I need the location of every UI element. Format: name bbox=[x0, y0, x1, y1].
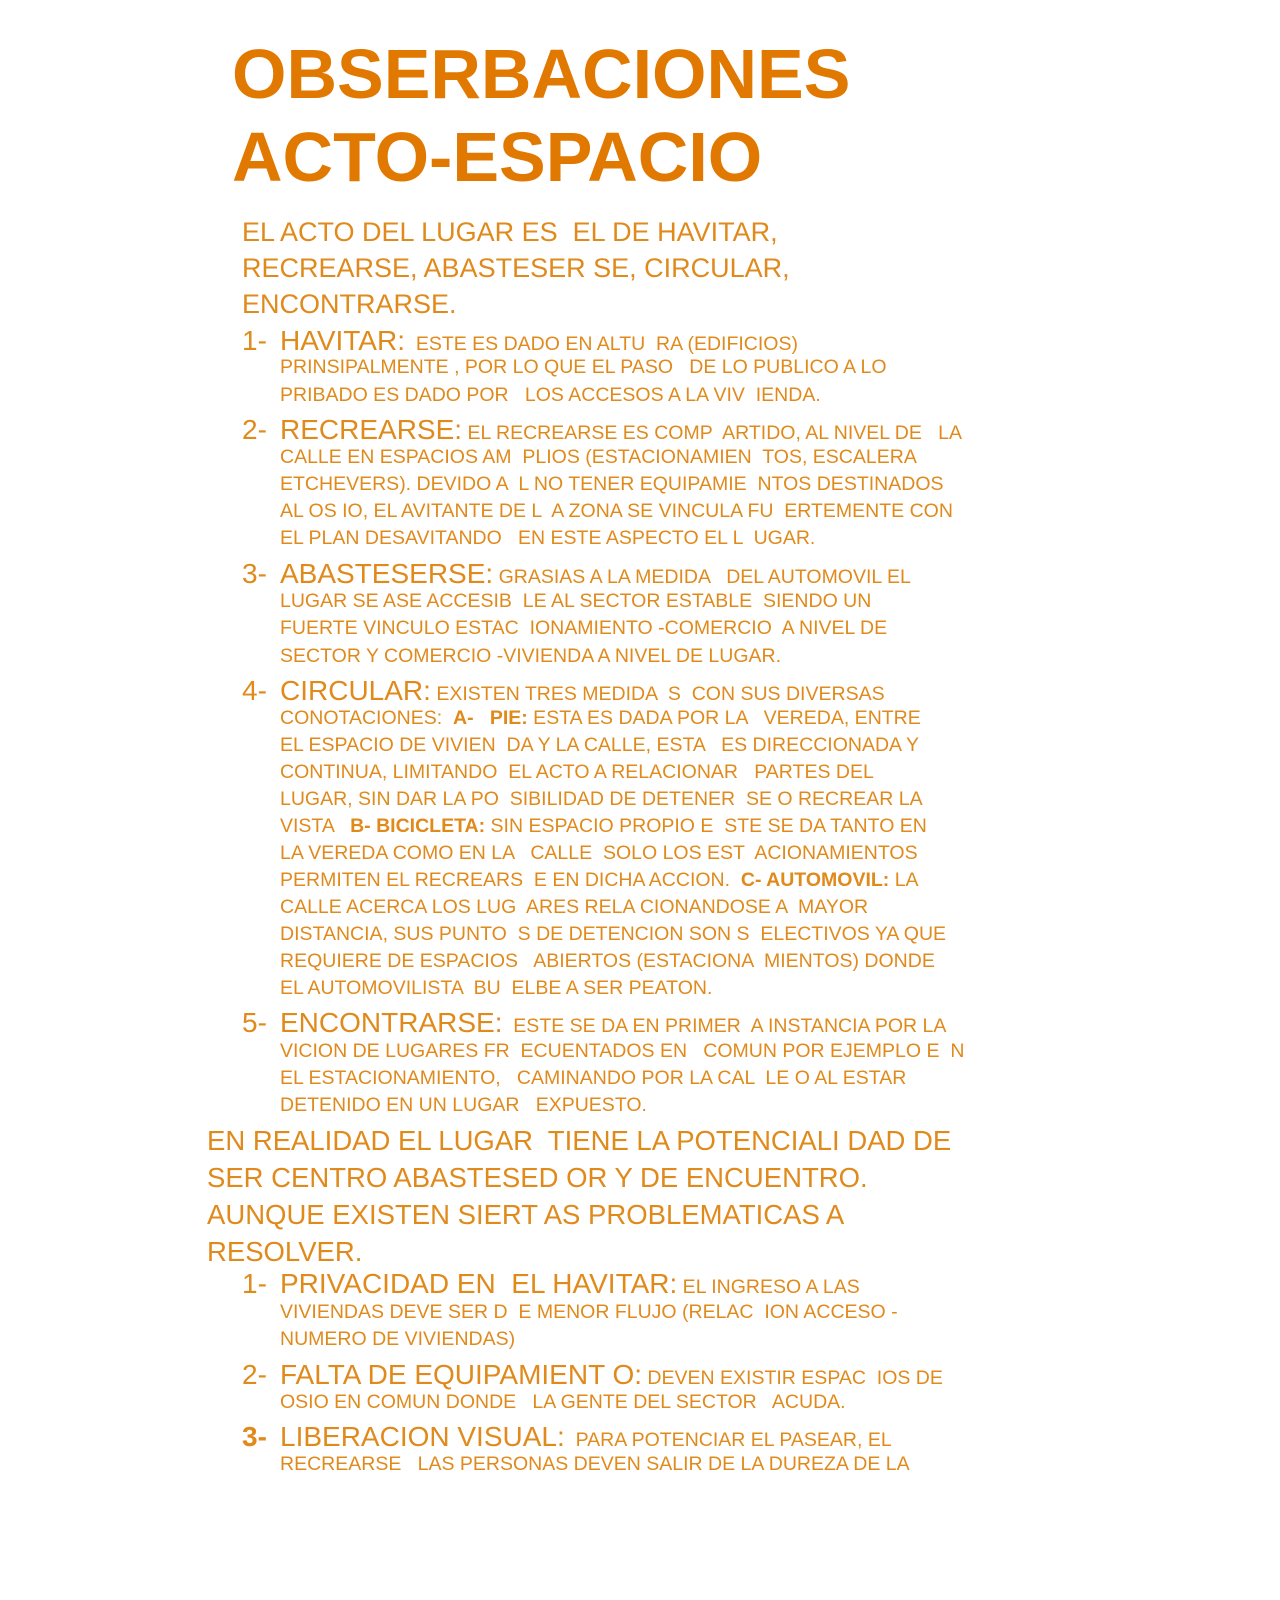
item-text-line bbox=[280, 813, 927, 841]
page-title-line-1: OBSERBACIONES bbox=[232, 35, 851, 113]
item-text-line bbox=[280, 705, 921, 733]
conclusion-line: SER CENTRO ABASTESED OR Y DE ENCUENTRO. bbox=[207, 1162, 868, 1193]
problem-text-line: NUMERO DE VIVIENDAS) bbox=[280, 1328, 516, 1350]
item-text: LA bbox=[889, 869, 919, 891]
item-text-line: FUERTE VINCULO ESTAC IONAMIENTO -COMERCIO A NIVEL DE bbox=[280, 617, 888, 639]
item-text-line: EL ESPACIO DE VIVIEN DA Y LA CALLE, ESTA ES DIRECCIONADA Y bbox=[280, 734, 920, 756]
problem-label: PRIVACIDAD EN EL HAVITAR: bbox=[280, 1268, 678, 1299]
item-text-line: EL ESTACIONAMIENTO, CAMINANDO POR LA CAL LE O AL ESTAR bbox=[280, 1067, 907, 1089]
item-text-line: DETENIDO EN UN LUGAR EXPUESTO. bbox=[280, 1094, 647, 1116]
item-label: RECREARSE: bbox=[280, 414, 463, 445]
item-number: 4- bbox=[242, 675, 267, 706]
item-text: SIN ESPACIO PROPIO E STE SE DA TANTO EN bbox=[485, 815, 927, 837]
item-text: ESTA ES DADA POR LA VEREDA, ENTRE bbox=[527, 707, 921, 729]
item-text-line: LA VEREDA COMO EN LA CALLE SOLO LOS EST ACIONAMIENTOS bbox=[280, 842, 918, 864]
item-text: ESTE SE DA EN PRIMER A INSTANCIA POR LA bbox=[502, 1015, 947, 1037]
item-label: ENCONTRARSE: bbox=[280, 1007, 503, 1038]
item-text: ESTE ES DADO EN ALTU RA (EDIFICIOS) bbox=[404, 333, 798, 355]
item-text-line: DISTANCIA, SUS PUNTO S DE DETENCION SON S ELECTIVOS YA QUE bbox=[280, 923, 947, 945]
item-text: EXISTEN TRES MEDIDA S CON SUS DIVERSAS bbox=[430, 683, 885, 705]
item-text-line bbox=[280, 867, 919, 895]
intro-line: EL ACTO DEL LUGAR ES EL DE HAVITAR, bbox=[242, 217, 778, 247]
problem-label: FALTA DE EQUIPAMIENT O: bbox=[280, 1359, 643, 1390]
item-text-line: LUGAR SE ASE ACCESIB LE AL SECTOR ESTABLE SIENDO UN bbox=[280, 590, 872, 612]
item-text: VISTA bbox=[280, 815, 351, 837]
problem-heading bbox=[280, 1268, 860, 1303]
item-text-line: AL OS IO, EL AVITANTE DE L A ZONA SE VINCULA FU ERTEMENTE CON bbox=[280, 500, 953, 522]
item-label: CIRCULAR: bbox=[280, 675, 431, 706]
sub-item-label: C- AUTOMOVIL: bbox=[740, 869, 890, 891]
problem-text: DEVEN EXISTIR ESPAC IOS DE bbox=[642, 1367, 943, 1389]
sub-item-label: A- PIE: bbox=[453, 707, 528, 729]
intro-line: RECREARSE, ABASTESER SE, CIRCULAR, bbox=[242, 253, 790, 283]
conclusion-line: AUNQUE EXISTEN SIERT AS PROBLEMATICAS A bbox=[207, 1199, 845, 1230]
item-text: GRASIAS A LA MEDIDA DEL AUTOMOVIL EL bbox=[493, 566, 911, 588]
item-label: ABASTESERSE: bbox=[280, 558, 494, 589]
sub-item-label: B- BICICLETA: bbox=[350, 815, 486, 837]
item-heading bbox=[280, 1007, 946, 1042]
item-text: PERMITEN EL RECREARS E EN DICHA ACCION. bbox=[280, 869, 741, 891]
conclusion-line: RESOLVER. bbox=[207, 1236, 363, 1267]
item-text-line: CALLE EN ESPACIOS AM PLIOS (ESTACIONAMIEN TOS, ESCALERA bbox=[280, 446, 917, 468]
problem-text-line: VIVIENDAS DEVE SER D E MENOR FLUJO (RELAC ION ACCESO - bbox=[280, 1301, 898, 1323]
item-text-line: LUGAR, SIN DAR LA PO SIBILIDAD DE DETENER SE O RECREAR LA bbox=[280, 788, 923, 810]
problem-number: 2- bbox=[242, 1359, 267, 1390]
problem-text-line: OSIO EN COMUN DONDE LA GENTE DEL SECTOR ACUDA. bbox=[280, 1391, 846, 1413]
conclusion-line: EN REALIDAD EL LUGAR TIENE LA POTENCIALI DAD DE bbox=[207, 1125, 952, 1156]
item-number: 1- bbox=[242, 325, 267, 356]
intro-line: ENCONTRARSE. bbox=[242, 289, 457, 319]
item-text-line: CONTINUA, LIMITANDO EL ACTO A RELACIONAR PARTES DEL bbox=[280, 761, 874, 783]
page-title-line-2: ACTO-ESPACIO bbox=[232, 118, 763, 196]
item-text-line: ETCHEVERS). DEVIDO A L NO TENER EQUIPAMIE NTOS DESTINADOS bbox=[280, 473, 944, 495]
item-number: 2- bbox=[242, 414, 267, 445]
problem-text-line: RECREARSE LAS PERSONAS DEVEN SALIR DE LA DUREZA DE LA bbox=[280, 1453, 910, 1475]
item-text: CONOTACIONES: bbox=[280, 707, 453, 729]
item-text-line: VICION DE LUGARES FR ECUENTADOS EN COMUN POR EJEMPLO E N bbox=[280, 1040, 965, 1062]
item-number: 5- bbox=[242, 1007, 267, 1038]
item-text-line: SECTOR Y COMERCIO -VIVIENDA A NIVEL DE LUGAR. bbox=[280, 645, 782, 667]
item-text-line: EL AUTOMOVILISTA BU ELBE A SER PEATON. bbox=[280, 977, 713, 999]
item-text-line: CALLE ACERCA LOS LUG ARES RELA CIONANDOSE A MAYOR bbox=[280, 896, 869, 918]
problem-label: LIBERACION VISUAL: bbox=[280, 1421, 565, 1452]
item-text-line: PRINSIPALMENTE , POR LO QUE EL PASO DE LO PUBLICO A LO bbox=[280, 356, 887, 378]
item-number: 3- bbox=[242, 558, 267, 589]
item-text-line: REQUIERE DE ESPACIOS ABIERTOS (ESTACIONA MIENTOS) DONDE bbox=[280, 950, 935, 972]
item-label: HAVITAR: bbox=[280, 325, 405, 356]
problem-text: PARA POTENCIAR EL PASEAR, EL bbox=[564, 1429, 892, 1451]
item-text: EL RECREARSE ES COMP ARTIDO, AL NIVEL DE LA bbox=[462, 422, 962, 444]
item-text-line: PRIBADO ES DADO POR LOS ACCESOS A LA VIV IENDA. bbox=[280, 384, 821, 406]
problem-number: 1- bbox=[242, 1268, 267, 1299]
problem-number: 3- bbox=[242, 1421, 267, 1452]
item-text-line: EL PLAN DESAVITANDO EN ESTE ASPECTO EL L UGAR. bbox=[280, 527, 816, 549]
problem-text: EL INGRESO A LAS bbox=[677, 1276, 860, 1298]
